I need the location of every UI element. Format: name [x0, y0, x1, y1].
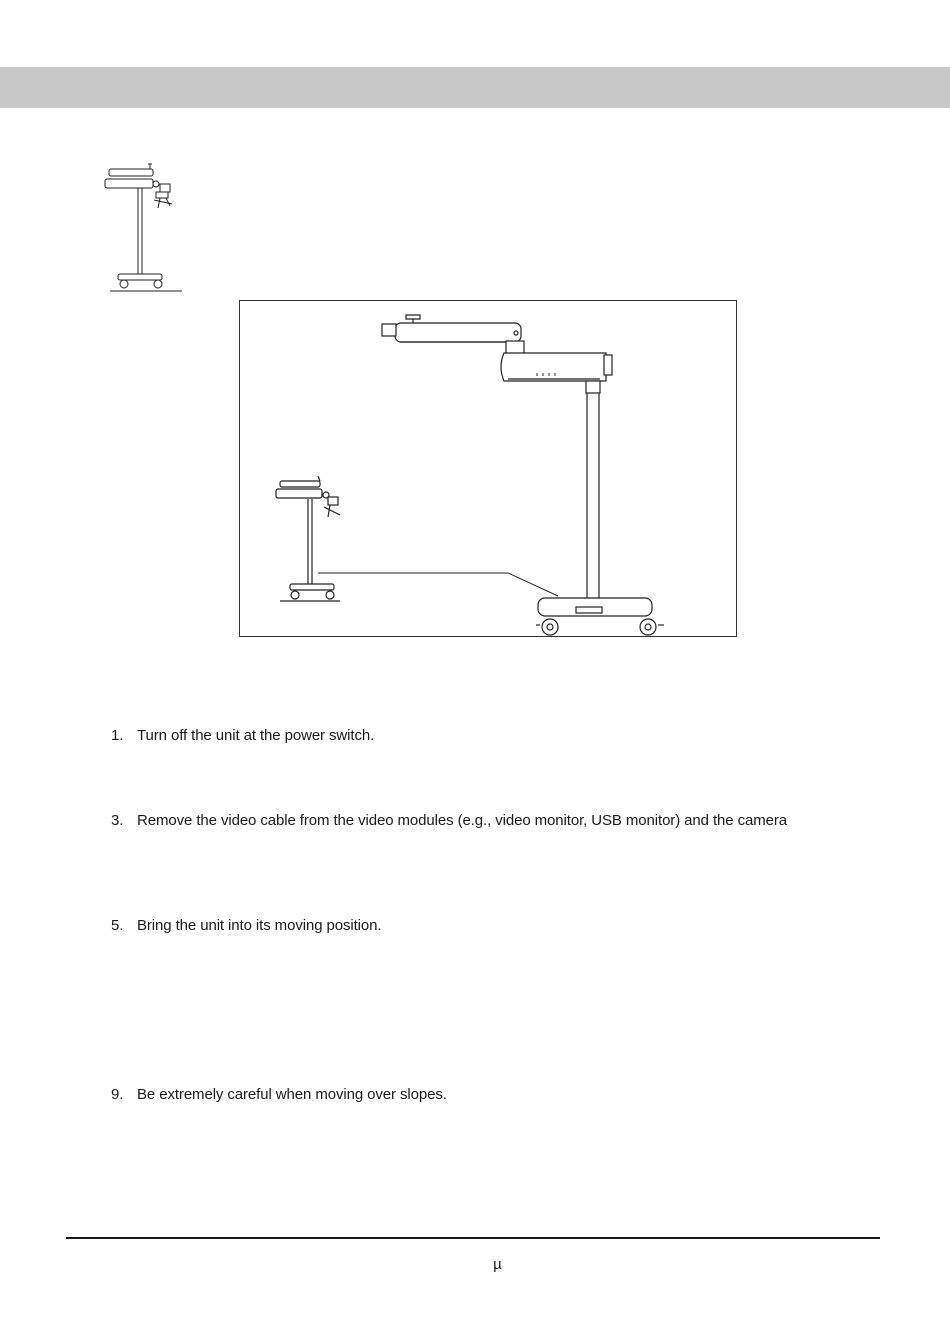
stand-base-illustration — [239, 300, 737, 637]
step-number: 1. — [111, 727, 124, 744]
footer-divider — [66, 1237, 880, 1239]
step-1 — [111, 727, 374, 745]
step-text: Remove the video cable from the video modules (e.g., video monitor, USB monitor) and the camera — [137, 812, 787, 829]
step-number: 5. — [111, 917, 124, 934]
step-number: 9. — [111, 1086, 124, 1103]
step-text: Be extremely careful when moving over slopes. — [137, 1086, 447, 1103]
page-number: µ — [493, 1256, 502, 1273]
step-text: Turn off the unit at the power switch. — [137, 727, 375, 744]
step-5 — [111, 917, 381, 935]
microscope-thumbnail-icon — [100, 160, 190, 295]
step-3 — [111, 812, 787, 830]
step-text: Bring the unit into its moving position. — [137, 917, 382, 934]
step-number: 3. — [111, 812, 124, 829]
step-9 — [111, 1086, 447, 1104]
section-header-band — [0, 67, 950, 108]
